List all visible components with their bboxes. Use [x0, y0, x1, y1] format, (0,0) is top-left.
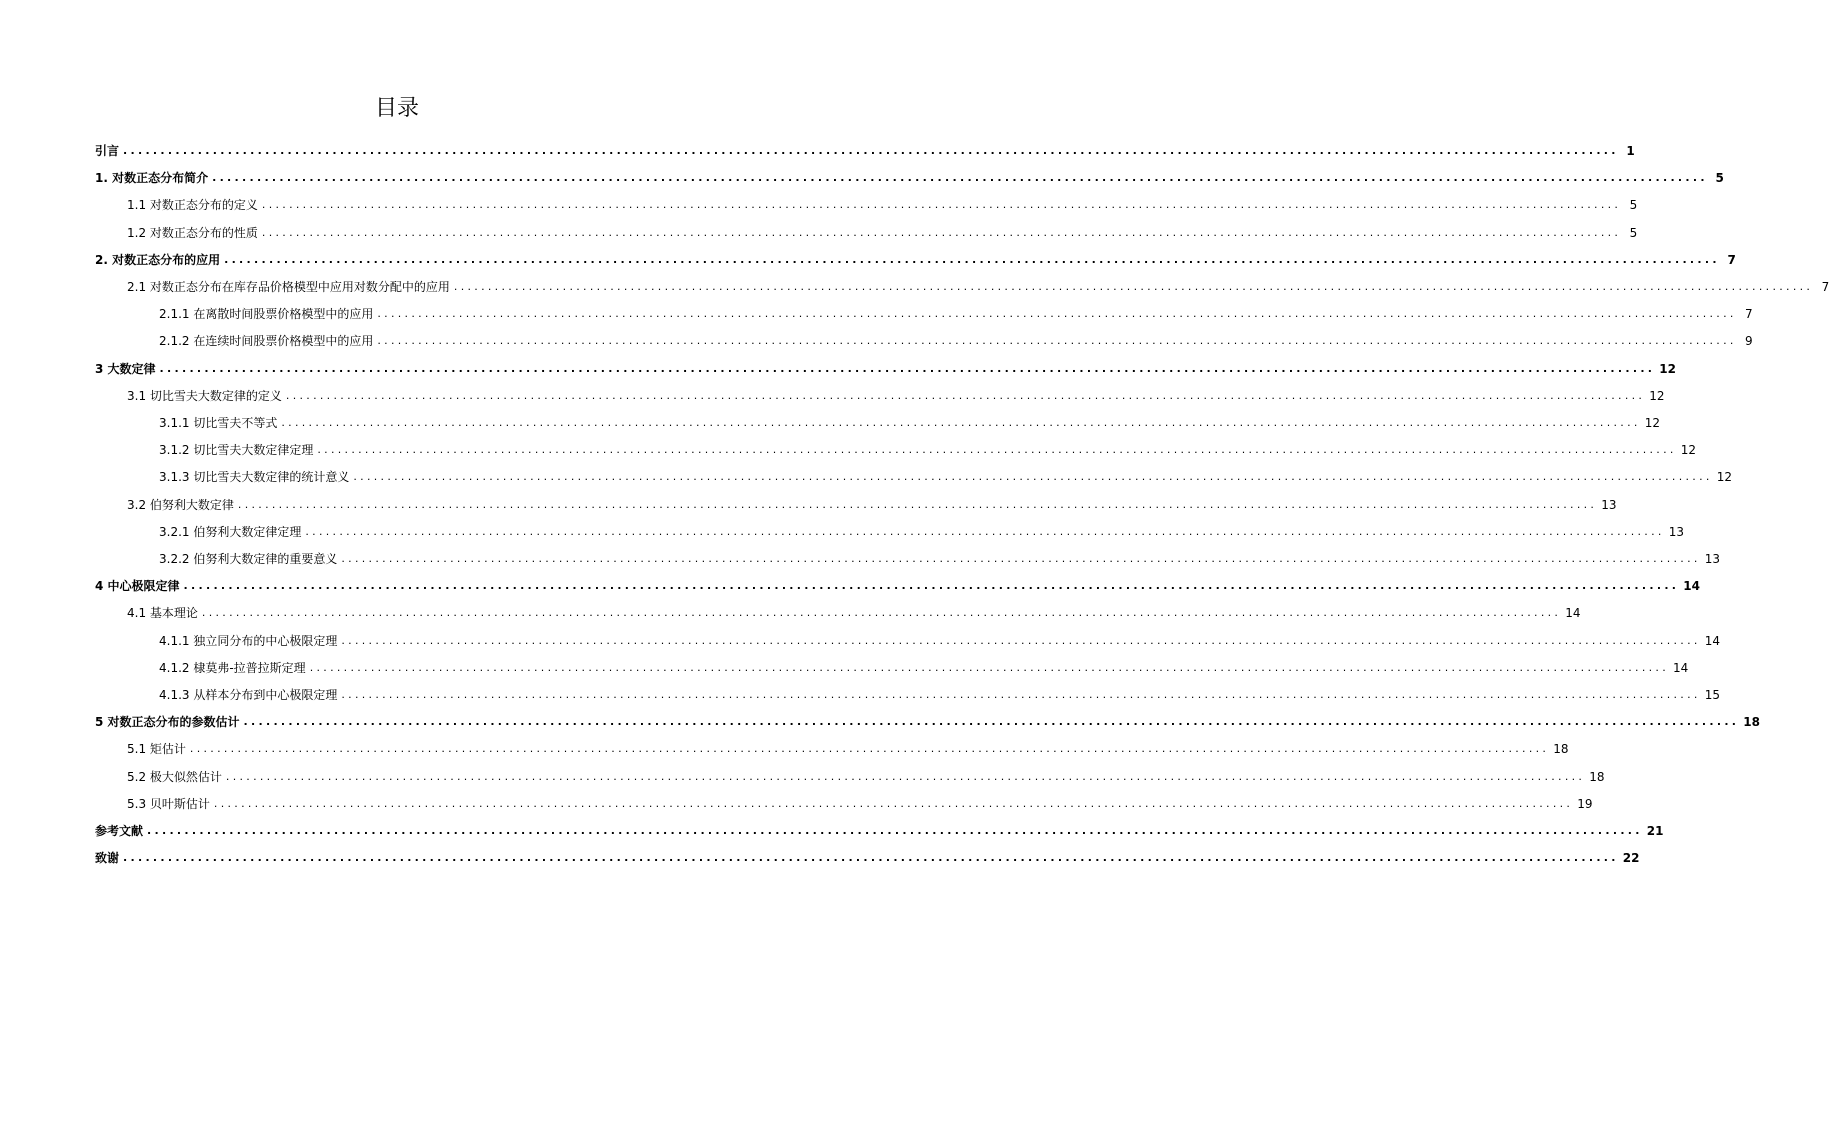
- toc-entry-page: 12: [1716, 470, 1732, 485]
- toc-entry[interactable]: [95, 137, 1635, 159]
- toc-dot-leader: ........................................................................................................................................................................................................: [225, 769, 1586, 783]
- toc-entry[interactable]: [127, 382, 1665, 404]
- toc-entry[interactable]: [159, 300, 1753, 322]
- toc-entry-label: 4.1.3 从样本分布到中心极限定理: [159, 688, 338, 702]
- toc-entry-label: 1.1 对数正态分布的定义: [127, 198, 258, 213]
- toc-entry-page: 14: [1704, 633, 1720, 648]
- toc-entry-label: 4.1.1 独立同分布的中心极限定理: [159, 633, 338, 648]
- toc-entry-page: 14: [1673, 660, 1689, 675]
- toc-dot-leader: ........................................................................................................................................................................................................: [159, 361, 1656, 375]
- toc-entry[interactable]: [95, 246, 1736, 268]
- toc-dot-leader: ........................................................................................................................................................................................................: [453, 280, 1814, 293]
- toc-entry-label: 3 大数定律: [95, 361, 156, 376]
- toc-entry-page: 18: [1743, 715, 1760, 730]
- toc-entry-label: 5.1 矩估计: [127, 742, 186, 757]
- toc-entry[interactable]: [159, 409, 1660, 431]
- toc-entry[interactable]: [159, 681, 1720, 703]
- toc-entry[interactable]: [127, 599, 1581, 621]
- toc-entry-page: 15: [1704, 688, 1720, 702]
- toc-entry-label: 5 对数正态分布的参数估计: [95, 715, 240, 730]
- toc-entry-label: 3.2.2 伯努利大数定律的重要意义: [159, 552, 338, 566]
- toc-entry[interactable]: [127, 273, 1829, 295]
- toc-entry-label: 3.1.1 切比雪夫不等式: [159, 416, 278, 430]
- toc-dot-leader: ........................................................................................................................................................................................................: [341, 633, 1701, 647]
- toc-dot-leader: ........................................................................................................................................................................................................: [341, 688, 1701, 701]
- toc-entry-label: 3.1.3 切比雪夫大数定律的统计意义: [159, 470, 350, 485]
- toc-entry-page: 12: [1680, 443, 1696, 458]
- toc-dot-leader: ........................................................................................................................................................................................................: [123, 144, 1619, 157]
- toc-entry-label: 2.1 对数正态分布在库存品价格模型中应用对数分配中的应用: [127, 280, 450, 294]
- toc-entry-page: 21: [1646, 824, 1664, 838]
- toc-entry[interactable]: [127, 763, 1605, 785]
- toc-entry-label: 1.2 对数正态分布的性质: [127, 225, 258, 240]
- toc-dot-leader: ........................................................................................................................................................................................................: [377, 334, 1737, 348]
- toc-entry-page: 7: [1745, 307, 1753, 322]
- toc-entry-page: 12: [1649, 388, 1665, 403]
- toc-entry-page: 13: [1668, 524, 1684, 539]
- toc-entry-label: 致谢: [95, 851, 120, 866]
- toc-dot-leader: ........................................................................................................................................................................................................: [317, 443, 1677, 457]
- toc-entry-page: 5: [1715, 171, 1724, 186]
- toc-entry-label: 2.1.1 在离散时间股票价格模型中的应用: [159, 307, 374, 322]
- toc-entry[interactable]: [127, 219, 1638, 241]
- toc-dot-leader: ........................................................................................................................................................................................................: [281, 416, 1641, 429]
- toc-entry-label: 3.1 切比雪夫大数定律的定义: [127, 388, 282, 403]
- toc-entry[interactable]: [159, 518, 1684, 540]
- toc-entry[interactable]: [159, 327, 1753, 349]
- toc-dot-leader: ........................................................................................................................................................................................................: [309, 660, 1670, 674]
- toc-entry-page: 12: [1644, 416, 1660, 430]
- toc-dot-leader: ........................................................................................................................................................................................................: [224, 252, 1720, 266]
- page-title: 目录: [374, 96, 419, 121]
- toc-entry-label: 2. 对数正态分布的应用: [95, 252, 221, 267]
- toc-entry[interactable]: [159, 654, 1689, 676]
- toc-entry-page: 7: [1821, 280, 1829, 294]
- toc-entry[interactable]: [95, 164, 1724, 186]
- toc-entry[interactable]: [127, 191, 1638, 213]
- toc-entry[interactable]: [127, 491, 1617, 513]
- toc-entry-label: 5.2 极大似然估计: [127, 769, 222, 784]
- toc-entry[interactable]: [95, 355, 1676, 377]
- toc-entry-label: 5.3 贝叶斯估计: [127, 796, 210, 811]
- toc-dot-leader: ........................................................................................................................................................................................................: [341, 552, 1701, 565]
- toc-dot-leader: ........................................................................................................................................................................................................: [261, 225, 1622, 239]
- toc-entry-label: 参考文献: [95, 824, 144, 838]
- toc-entry-page: 9: [1745, 334, 1753, 349]
- toc-entry-label: 引言: [95, 144, 120, 158]
- toc-dot-leader: ........................................................................................................................................................................................................: [353, 470, 1713, 484]
- toc-dot-leader: ........................................................................................................................................................................................................: [183, 579, 1680, 593]
- toc-dot-leader: ........................................................................................................................................................................................................: [243, 715, 1740, 729]
- toc-dot-leader: ........................................................................................................................................................................................................: [237, 497, 1598, 511]
- toc-entry-page: 12: [1659, 361, 1676, 376]
- toc-entry-label: 2.1.2 在连续时间股票价格模型中的应用: [159, 334, 374, 349]
- toc-entry-page: 19: [1577, 796, 1593, 811]
- toc-entry-label: 3.2.1 伯努利大数定律定理: [159, 524, 302, 539]
- toc-entry-label: 4 中心极限定律: [95, 579, 180, 594]
- toc-entry[interactable]: [159, 463, 1732, 485]
- toc-entry[interactable]: [95, 572, 1700, 594]
- toc-entry-page: 5: [1629, 225, 1638, 240]
- toc-entry[interactable]: [159, 627, 1720, 649]
- toc-entry[interactable]: [95, 817, 1664, 839]
- toc-entry-label: 1. 对数正态分布简介: [95, 171, 209, 186]
- toc-dot-leader: ........................................................................................................................................................................................................: [201, 606, 1562, 620]
- toc-entry-page: 14: [1683, 579, 1700, 594]
- toc-entry-page: 18: [1589, 769, 1605, 784]
- toc-dot-leader: ........................................................................................................................................................................................................: [212, 171, 1708, 185]
- toc-entry-page: 7: [1727, 252, 1736, 267]
- toc-entry[interactable]: [127, 735, 1569, 757]
- toc-entry-label: 3.1.2 切比雪夫大数定律定理: [159, 443, 314, 458]
- toc-entry-page: 5: [1629, 198, 1638, 213]
- toc-entry[interactable]: [95, 844, 1640, 866]
- toc-dot-leader: ........................................................................................................................................................................................................: [213, 796, 1574, 810]
- toc-dot-leader: ........................................................................................................................................................................................................: [261, 198, 1622, 212]
- toc-entry-label: 4.1.2 棣莫弗-拉普拉斯定理: [159, 660, 306, 675]
- toc-entry-label: 4.1 基本理论: [127, 606, 198, 621]
- toc-dot-leader: ........................................................................................................................................................................................................: [285, 388, 1646, 402]
- toc-dot-leader: ........................................................................................................................................................................................................: [377, 307, 1737, 321]
- toc-entry-page: 18: [1553, 742, 1569, 757]
- toc-entry-page: 13: [1601, 497, 1617, 512]
- toc-dot-leader: ........................................................................................................................................................................................................: [147, 824, 1643, 837]
- toc-entry[interactable]: [159, 545, 1720, 567]
- toc-entry-page: 14: [1565, 606, 1581, 621]
- toc-entry[interactable]: [127, 790, 1593, 812]
- toc-entry-page: 1: [1626, 144, 1635, 158]
- toc-entry[interactable]: [95, 708, 1760, 730]
- toc-entry-label: 3.2 伯努利大数定律: [127, 497, 234, 512]
- toc-entry-page: 13: [1704, 552, 1720, 566]
- toc-entry[interactable]: [159, 436, 1696, 458]
- toc-dot-leader: ........................................................................................................................................................................................................: [305, 524, 1665, 538]
- toc-entry-page: 22: [1622, 851, 1640, 866]
- toc-dot-leader: ........................................................................................................................................................................................................: [123, 851, 1619, 865]
- toc-dot-leader: ........................................................................................................................................................................................................: [189, 742, 1550, 756]
